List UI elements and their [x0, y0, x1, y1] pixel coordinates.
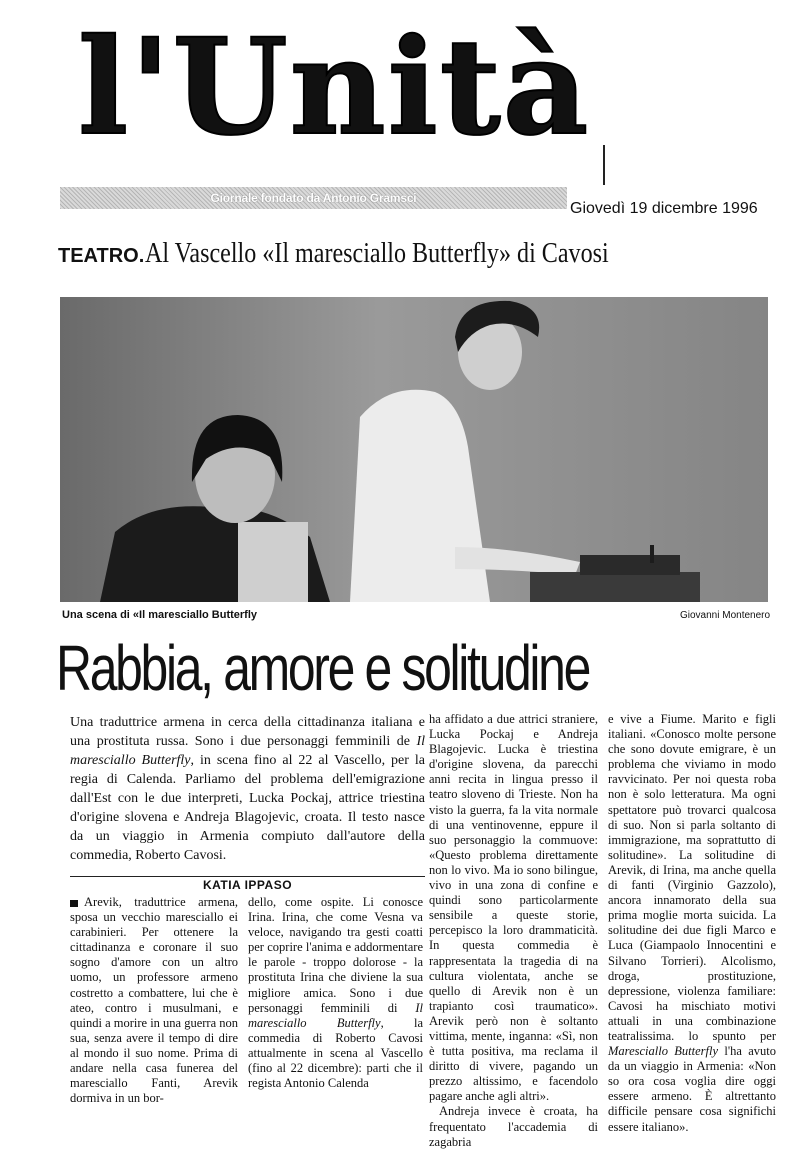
issue-date: Giovedì 19 dicembre 1996 — [570, 200, 758, 217]
column-4-play-title: Maresciallo Butterfly — [608, 1044, 719, 1059]
paragraph-bullet-icon — [70, 900, 78, 907]
column-2-text-part1: dello, come ospite. Li conosce Irina. Irina, che come Vesna va veloce, navigando tra gesti coatti per coprire l'anima e addormentare le parole - troppo dolorose - la prostituta Irina che diviene la sua migliore amica. Sono i due personaggi femminili di — [248, 895, 423, 1015]
main-headline: Rabbia, amore e solitudine — [56, 632, 590, 704]
founded-text: Giornale fondato da Antonio Gramsci — [210, 191, 417, 205]
article-lead — [70, 713, 425, 865]
masthead-divider — [603, 145, 605, 185]
photo-credit: Giovanni Montenero — [680, 610, 771, 621]
masthead-logo — [78, 10, 618, 165]
column-3-paragraph-2: Andreja invece è croata, ha frequentato l'accademia di zagabria — [429, 1104, 598, 1149]
body-column-1 — [70, 895, 238, 1106]
article-kicker-headline: Al Vascello «Il maresciallo Butterfly» di Cavosi — [145, 238, 609, 269]
section-label: TEATRO. — [58, 245, 145, 267]
lead-text-part1: Una traduttrice armena in cerca della cittadinanza italiana e una prostituta russa. Sono i due personaggi femminili de — [70, 715, 425, 749]
column-1-text: Arevik, traduttrice armena, sposa un vecchio maresciallo ei carabinieri. Per ottenere la cittadinanza e coronare il suo sogno d'amore con un altro uomo, un professore armeno costretto a combattere, lui che è ateo, contro i musulmani, e quindi a morire in una guerra non sua, senza avere il tempo di dire al mondo il suo nome. Prima di andare nella casa funerea del maresciallo Fanti, Arevik dormiva in un bor- — [70, 895, 239, 1106]
photo-illustration — [60, 297, 768, 602]
lead-text-part2: , in scena fino al 22 al Vascello, per la regia di Calenda. Parliamo del problema dell'emigrazione dall'Est con le due interpreti, Lucka Pockaj, attrice triestina d'origine slovena e Andreja Blagojevic, croata. Il testo nasce da un viaggio in Armenia compiuto dall'autore della commedia, Roberto Cavosi. — [70, 753, 425, 863]
author-byline: KATIA IPPASO — [202, 878, 293, 892]
column-4-text-part1: e vive a Fiume. Marito e figli italiani. «Conosco molte persone che sono dovute emigrare, è un problema che viviamo in modo ravvicinato. Per noi questa roba non è solo letteratura. Ma ogni spettatore può trovarci qualcosa di suo. Non si parla soltanto di immigrazione, ma soprattutto di solitudine». La solitudine di Arevik, di Irina, ma anche quella di fanti (Virginio Gazzolo), ancora innamorato della sua prima moglie morta suicida. La solitudine dei due figli Marco e Luca (Giampaolo Innocentini e Silvano Torrieri). Alcolismo, droga, prostituzione, depressione, violenza familiare: Cavosi ha mischiato motivi attuali in una combinazione teatralissima. lo spunto per — [608, 712, 776, 1043]
lead-play-title: Il maresciallo Butterfly — [70, 734, 425, 768]
body-column-2 — [248, 895, 423, 1091]
column-2-text-part2: , la commedia di Roberto Cavosi attualmente in scena al Vascello (fino al 22 dicembre): parti che il regista Antonio Calenda — [248, 1015, 423, 1091]
author-rule — [70, 876, 425, 877]
column-2-play-title: Il maresciallo Butterfly — [248, 1000, 423, 1030]
body-column-3 — [429, 712, 598, 1150]
body-column-4 — [608, 712, 776, 1135]
column-3-paragraph-1: ha affidato a due attrici straniere, Lucka Pockaj e Andreja Blagojevic. Lucka è triestina d'origine slovena, da parecchi anni recita in lingua presso il teatro sloveno di Trieste. Non ha visto la guerra, fa la vita normale di una ventinovenne, eppure il suo personaggio la commuove: «Questo problema direttamente non lo vivo. Ma io sono bilingue, vivo in una zona di confine e quindi sono particolarmente sensibile a queste storie, percepisco la loro drammaticità. In questa commedia è rappresentata la tragedia di na cultura violentata, anche se quello di Arevik non è un trapianto così traumatico». Arevik però non è soltanto vittima, mente, inganna: «Sì, non è tutta positiva, ma reclama il diritto di vivere, pagando un prezzo altissimo, e facendolo pagare anche agli altri». — [429, 712, 598, 1104]
masthead-logo-text: l'Unità — [78, 10, 591, 165]
article-photo — [60, 297, 768, 602]
column-4-text-part2: l'ha avuto da un viaggio in Armenia: «Non so ora cosa voglia dire oggi essere armeno. È altrettanto difficile pensare cosa significhi essere italiano». — [608, 1044, 777, 1134]
photo-caption: Una scena di «Il maresciallo Butterfly — [62, 609, 258, 621]
